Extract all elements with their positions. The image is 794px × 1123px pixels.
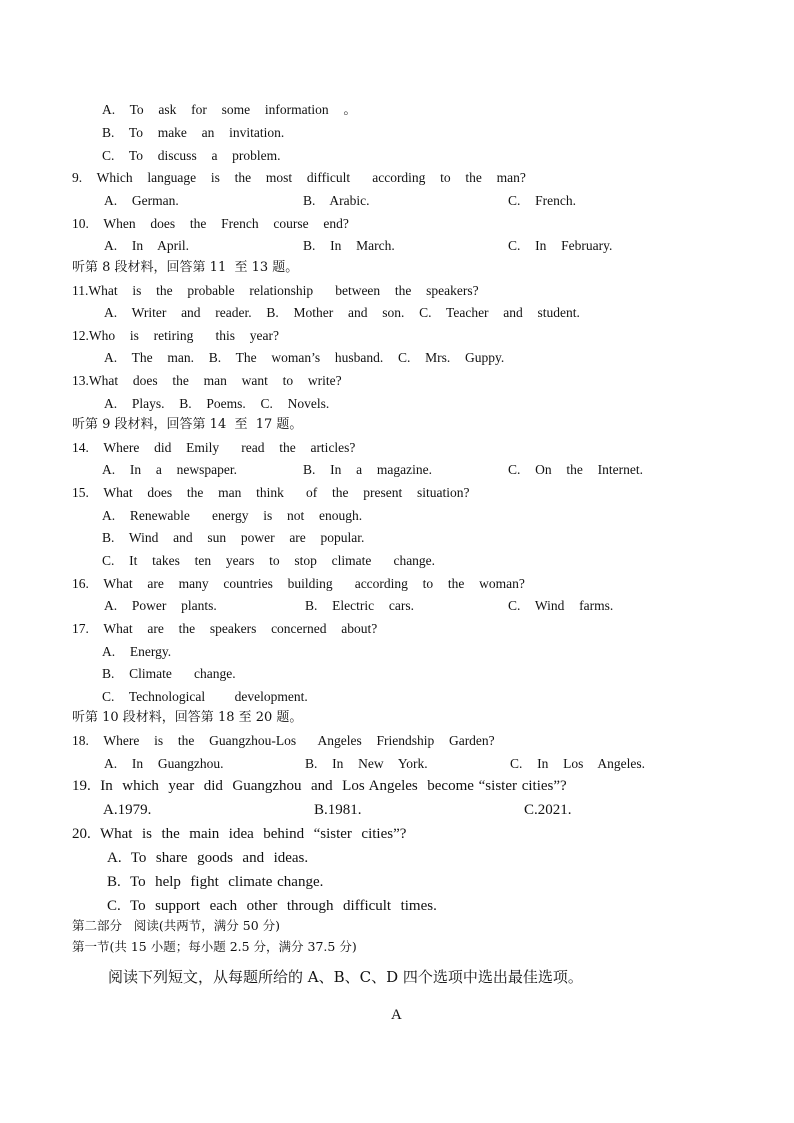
- q10-stem: 10. When does the French course end?: [72, 216, 349, 231]
- q20-option-a: A. To share goods and ideas.: [107, 850, 309, 866]
- q8-option-c: C. To discuss a problem.: [102, 148, 281, 163]
- section-8-heading: 听第 8 段材料，回答第 11 至 13 题。: [72, 260, 299, 275]
- q11-stem: 11.What is the probable relationship between the speakers?: [72, 283, 479, 298]
- q19-option-a: A.1979.: [103, 802, 152, 818]
- section-10-heading: 听第 10 段材料，回答第 18 至 20 题。: [72, 710, 303, 725]
- q16-option-b: B. Electric cars.: [305, 598, 414, 613]
- q12-options: A. The man. B. The woman’s husband. C. Mrs. Guppy.: [104, 350, 505, 365]
- q18-option-b: B. In New York.: [305, 756, 428, 771]
- q17-option-c: C. Technological development.: [102, 689, 308, 704]
- q18-option-a: A. In Guangzhou.: [104, 756, 224, 771]
- q14-option-c: C. On the Internet.: [508, 462, 643, 477]
- q16-option-c: C. Wind farms.: [508, 598, 614, 613]
- q17-option-b: B. Climate change.: [102, 666, 236, 681]
- q17-stem: 17. What are the speakers concerned about?: [72, 621, 378, 636]
- q12-stem: 12.Who is retiring this year?: [72, 328, 279, 343]
- q16-option-a: A. Power plants.: [104, 598, 217, 613]
- q9-stem: 9. Which language is the most difficult according to the man?: [72, 170, 526, 185]
- q15-stem: 15. What does the man think of the present situation?: [72, 485, 470, 500]
- q18-option-c: C. In Los Angeles.: [510, 756, 645, 771]
- part-2-heading: 第二部分 阅读(共两节，满分 50 分): [72, 918, 281, 933]
- section-9-heading: 听第 9 段材料，回答第 14 至 17 题。: [72, 417, 303, 432]
- q20-option-c: C. To support each other through difficult times.: [107, 898, 437, 914]
- q14-stem: 14. Where did Emily read the articles?: [72, 440, 356, 455]
- q19-stem: 19. In which year did Guangzhou and Los Angeles become “sister cities”?: [72, 778, 567, 794]
- q13-stem: 13.What does the man want to write?: [72, 373, 342, 388]
- section-1-heading: 第一节(共 15 小题；每小题 2.5 分，满分 37.5 分): [72, 939, 357, 954]
- q11-options: A. Writer and reader. B. Mother and son. C. Teacher and student.: [104, 305, 580, 320]
- q14-option-b: B. In a magazine.: [303, 462, 432, 477]
- q10-option-b: B. In March.: [303, 238, 395, 253]
- q10-option-a: A. In April.: [104, 238, 189, 253]
- q15-option-b: B. Wind and sun power are popular.: [102, 530, 365, 545]
- q8-option-b: B. To make an invitation.: [102, 125, 285, 140]
- q19-option-c: C.2021.: [524, 802, 572, 818]
- passage-label: A: [391, 1007, 402, 1023]
- q8-option-a: A. To ask for some information 。: [102, 102, 357, 117]
- q10-option-c: C. In February.: [508, 238, 613, 253]
- reading-instruction: 阅读下列短文，从每题所给的 A、B、C、D 四个选项中选出最佳选项。: [108, 968, 583, 986]
- q9-option-a: A. German.: [104, 193, 179, 208]
- q20-stem: 20. What is the main idea behind “sister cities”?: [72, 826, 407, 842]
- q9-option-c: C. French.: [508, 193, 576, 208]
- q15-option-c: C. It takes ten years to stop climate change.: [102, 553, 436, 568]
- q9-option-b: B. Arabic.: [303, 193, 370, 208]
- q20-option-b: B. To help fight climate change.: [107, 874, 324, 890]
- q13-options: A. Plays. B. Poems. C. Novels.: [104, 396, 330, 411]
- q18-stem: 18. Where is the Guangzhou-Los Angeles Friendship Garden?: [72, 733, 495, 748]
- q16-stem: 16. What are many countries building according to the woman?: [72, 576, 525, 591]
- q19-option-b: B.1981.: [314, 802, 362, 818]
- q14-option-a: A. In a newspaper.: [102, 462, 237, 477]
- q17-option-a: A. Energy.: [102, 644, 172, 659]
- q15-option-a: A. Renewable energy is not enough.: [102, 508, 363, 523]
